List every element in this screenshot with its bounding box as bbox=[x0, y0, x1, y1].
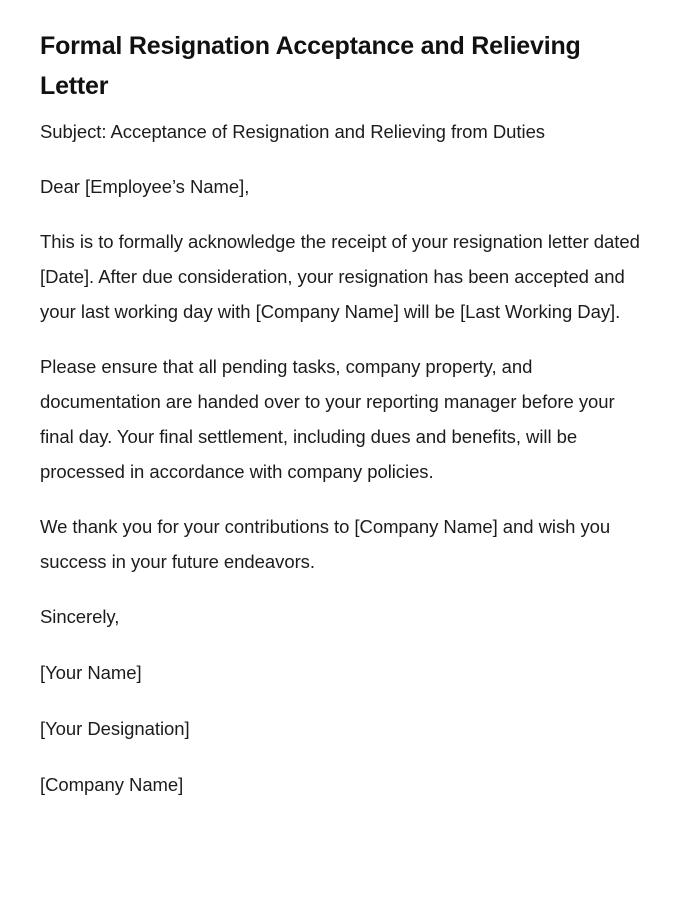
letter-salutation: Dear [Employee’s Name], bbox=[40, 176, 250, 197]
letter-closing-block bbox=[40, 599, 640, 802]
letter-valediction: Sincerely, bbox=[40, 606, 120, 627]
letter-paragraph-1: This is to formally acknowledge the receipt of your resignation letter dated [Date]. After due consideration, your resignation has been accepted and your last working day with [Company Name] will be [Last Working Day]. bbox=[40, 231, 640, 322]
letter-paragraph-2: Please ensure that all pending tasks, company property, and documentation are handed over to your reporting manager before your final day. Your final settlement, including dues and benefits, will be processed in accordance with company policies. bbox=[40, 356, 615, 482]
letter-paragraph-3: We thank you for your contributions to [Company Name] and wish you success in your future endeavors. bbox=[40, 516, 611, 572]
signature-sender-name: [Your Name] bbox=[40, 662, 142, 683]
letter-subject-line: Subject: Acceptance of Resignation and Relieving from Duties bbox=[40, 121, 546, 142]
letter-body bbox=[40, 114, 640, 802]
signature-sender-designation: [Your Designation] bbox=[40, 718, 190, 739]
page-title: Formal Resignation Acceptance and Relieving Letter bbox=[40, 32, 581, 100]
signature-sender-company: [Company Name] bbox=[40, 774, 184, 795]
